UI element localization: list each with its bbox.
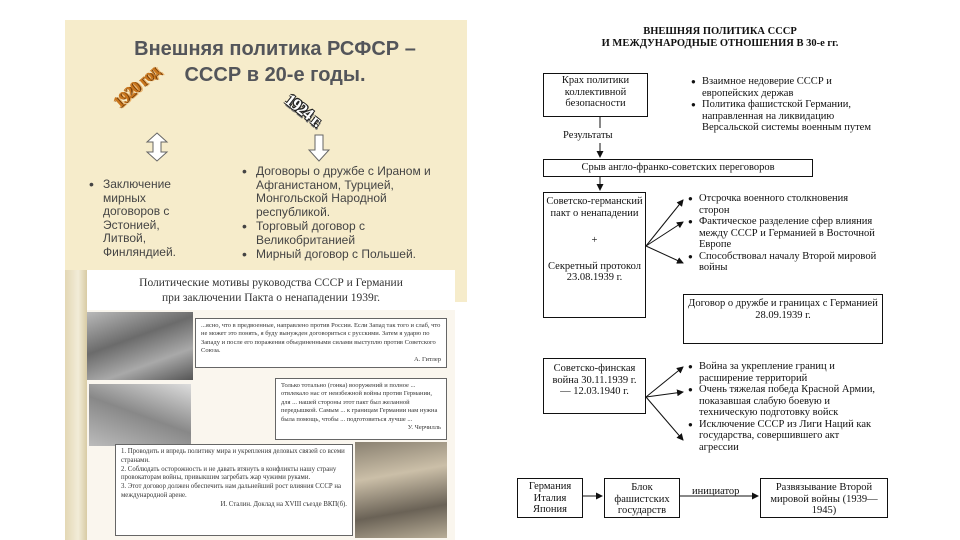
fascist-bloc-box: Блок фашистских государств [604, 478, 680, 518]
ww2-box: Развязывание Второй мировой войны (1939—1945) [760, 478, 888, 518]
initiator-label: инициатор [692, 486, 740, 497]
connector-arrow [646, 397, 683, 440]
connector-arrow [646, 200, 683, 246]
date-1924-wordart: 1924 г. [281, 90, 326, 131]
pact-box: Советско-германский пакт о ненападении + Секретный протокол 23.08.1939 г. [543, 192, 646, 318]
list-item: 2. Соблюдать осторожность и не давать втянуть в конфликты нашу страну провокаторам войны, привыкшим загребать жар чужими руками. [121, 465, 337, 482]
list-item: ● Взаимное недоверие СССР и европейских держав [691, 76, 881, 99]
collapse-reasons-list [691, 76, 881, 134]
talks-failure-box: Срыв англо-франко-советских переговоров [543, 159, 813, 177]
axis-countries-box: Германия Италия Япония [517, 478, 583, 518]
list-item: ● Политика фашистской Германии, направленная на ликвидацию Версальской системы военным путем [691, 99, 881, 134]
slide-title: Внешняя политика РСФСР – СССР в 20-е годы. [134, 38, 416, 86]
diagram-title: ВНЕШНЯЯ ПОЛИТИКА СССР И МЕЖДУНАРОДНЫЕ ОТНОШЕНИЯ В 30-е гг. [601, 26, 839, 49]
stalin-points-box: 1. Проводить и впредь политику мира и укрепления деловых связей со всеми странами. 2. Соблюдать осторожность и не давать втянуть в конфликты нашу страну провокаторам войны, привыкшим загребать жар чужими руками. 3. Этот договор должен обеспечить нам дальнейший рост влияния СССР на международной арене. И. Сталин. Доклад на XVIII съезде ВКП(б). [115, 444, 353, 536]
date-1920-wordart: 1920 год [109, 61, 162, 113]
list-item: ● Фактическое разделение сфер влияния между СССР и Германией в Восточной Европе [688, 216, 878, 251]
hitler-quote-box: ...ясно, что в предвоенные, направлено против России. Если Запад так того и слаб, что не может это понять, я буду вынужден договориться с русскими. Затем я ударю по Западу и после его поражения объединенными силами выступлю против Советского Союза. А. Гитлер [195, 318, 447, 368]
friendship-treaty-box: Договор о дружбе и границах с Германией 28.09.1939 г. [683, 294, 883, 344]
list-item: ● Очень тяжелая победа Красной Армии, показавшая слабую боевую и техническую подготовку войск [688, 384, 878, 419]
connector-arrow [646, 246, 683, 263]
list-item: • Торговый договор с Великобританией [242, 220, 447, 247]
churchill-quote-box: Только тотально (гонка) вооружений и полное ... отвлекало нас от неизбежной войны против Германии, для ... нашей стороны этот пакт был желанной передышкой. Самым ... к границам Германии нам нужна была помощь, чтобы ... подготовиться лучше ... У. Черчилль [275, 378, 447, 440]
list-item: ● Исключение СССР из Лиги Наций как государства, совершившего акт агрессии [688, 419, 878, 454]
pact-results-list [688, 193, 878, 274]
list-item: • Заключение мирных договоров с Эстонией, Литвой, Финляндией. [89, 178, 201, 259]
list-item: ● Война за укрепление границ и расширение территорий [688, 361, 878, 384]
results-label: Результаты [563, 130, 613, 141]
pact-motives-header: Политические мотивы руководства СССР и Германии при заключении Пакта о ненападении 1939г. [87, 270, 455, 310]
connector-arrow [646, 222, 683, 246]
list-item: 1. Проводить и впредь политику мира и укрепления деловых связей со всеми странами. [121, 448, 345, 464]
war-results-list [688, 361, 878, 453]
list-item: • Договоры о дружбе с Ираном и Афганистаном, Турцией, Монгольской Народной республикой. [242, 165, 447, 219]
list-item: 3. Этот договор должен обеспечить нам дальнейший рост влияния СССР на международной арене. [121, 483, 342, 499]
finnish-war-box: Советско-финская война 30.11.1939 г. — 12.03.1940 г. [543, 358, 646, 414]
list-item: ● Отсрочка военного столкновения сторон [688, 193, 878, 216]
collapse-security-box: Крах политики коллективной безопасности [543, 73, 648, 117]
list-item: ● Способствовал началу Второй мировой войны [688, 251, 878, 274]
list-item: • Мирный договор с Польшей. [242, 248, 447, 262]
